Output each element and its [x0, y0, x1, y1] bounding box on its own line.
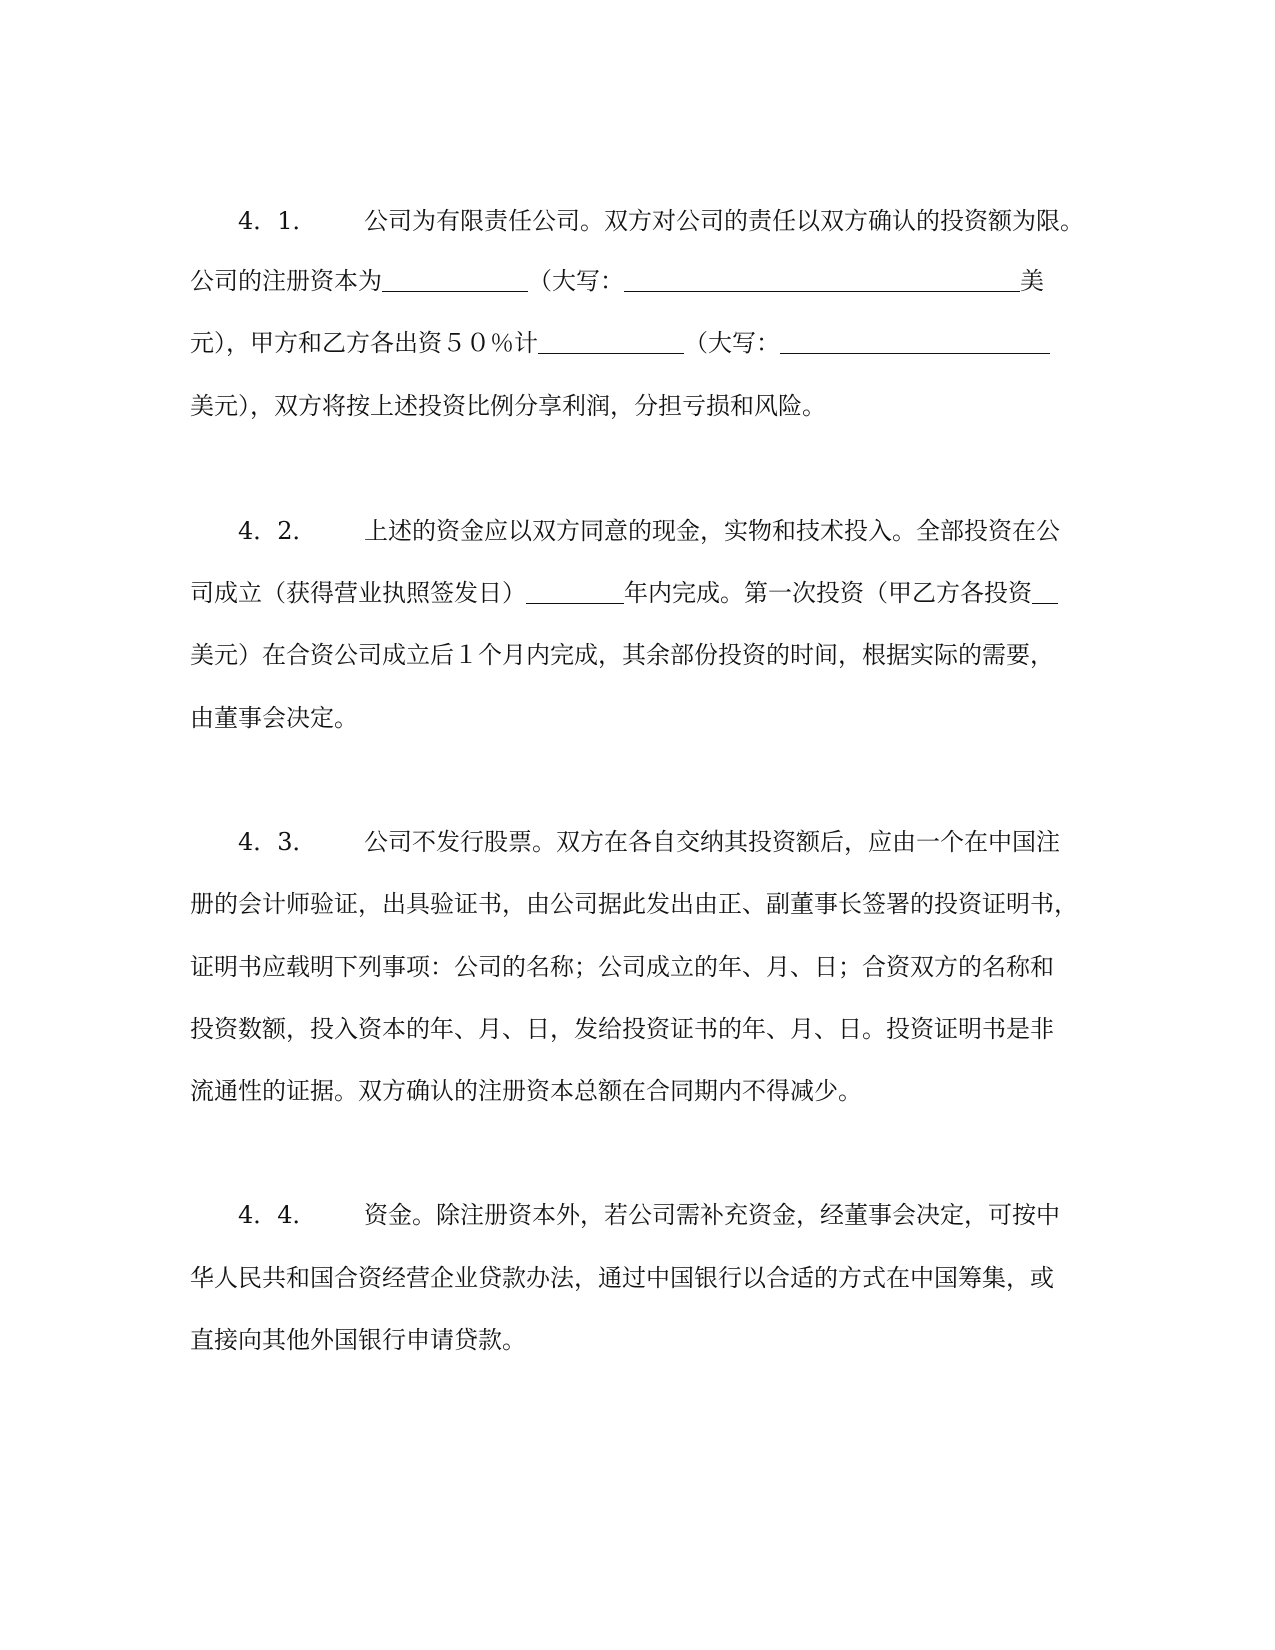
clause-text: 美 [1020, 267, 1044, 295]
clause-text: 投资数额，投入资本的年、月、日，发给投资证书的年、月、日。投资证明书是非 [190, 1015, 1054, 1043]
clause-text: 华人民共和国合资经营企业贷款办法，通过中国银行以合适的方式在中国筹集，或 [190, 1264, 1054, 1292]
clause-text: （大写： [684, 329, 780, 357]
clause-4-3-line-2 [190, 888, 1078, 920]
blank-registered-capital[interactable] [382, 267, 528, 292]
clause-4-4-line-3 [190, 1324, 526, 1356]
blank-capital-in-words[interactable] [624, 267, 1020, 292]
clause-4-1-line-4 [190, 390, 826, 422]
clause-4-3-line-3 [190, 951, 1054, 983]
clause-text: 册的会计师验证，出具验证书，由公司据此发出由正、副董事长签署的投资证明书， [190, 890, 1078, 918]
clause-4-3-line-4 [190, 1013, 1054, 1045]
clause-text: 司成立（获得营业执照签发日） [190, 579, 526, 607]
clause-text: 流通性的证据。双方确认的注册资本总额在合同期内不得减少。 [190, 1077, 862, 1105]
clause-4-4-line-2 [190, 1262, 1054, 1294]
blank-contribution-in-words[interactable] [780, 329, 1050, 354]
clause-text: 公司为有限责任公司。双方对公司的责任以双方确认的投资额为限。 [364, 207, 1084, 235]
clause-text: 公司不发行股票。双方在各自交纳其投资额后，应由一个在中国注 [364, 828, 1060, 856]
clause-text: 上述的资金应以双方同意的现金，实物和技术投入。全部投资在公 [364, 517, 1060, 545]
clause-text: 公司的注册资本为 [190, 267, 382, 295]
clause-text: 美元），双方将按上述投资比例分享利润，分担亏损和风险。 [190, 392, 826, 420]
clause-4-3-line-5 [190, 1075, 862, 1107]
clause-text: 直接向其他外国银行申请贷款。 [190, 1326, 526, 1354]
clause-4-2-line-3 [190, 639, 1054, 671]
clause-4-1-line-3 [190, 327, 1050, 359]
clause-text: 证明书应载明下列事项：公司的名称；公司成立的年、月、日；合资双方的名称和 [190, 953, 1054, 981]
clause-4-2-line-4 [190, 702, 358, 734]
clause-number: 4．1． [238, 207, 317, 235]
clause-4-2-line-1 [238, 515, 1060, 547]
clause-text: （大写： [528, 267, 624, 295]
clause-4-4-line-1 [238, 1199, 1060, 1231]
blank-first-investment[interactable] [1032, 579, 1058, 604]
blank-years[interactable] [526, 579, 624, 604]
clause-text: 年内完成。第一次投资（甲乙方各投资 [624, 579, 1032, 607]
clause-4-1-line-1 [238, 205, 1084, 237]
clause-4-1-line-2 [190, 265, 1044, 297]
clause-4-3-line-1 [238, 826, 1060, 858]
clause-text: 元），甲方和乙方各出资５０％计 [190, 329, 538, 357]
clause-text: 资金。除注册资本外，若公司需补充资金，经董事会决定，可按中 [364, 1201, 1060, 1229]
clause-4-2-line-2 [190, 577, 1058, 609]
clause-number: 4．4． [238, 1201, 317, 1229]
clause-number: 4．2． [238, 517, 317, 545]
clause-number: 4．3． [238, 828, 317, 856]
clause-text: 由董事会决定。 [190, 704, 358, 732]
clause-text: 美元）在合资公司成立后１个月内完成，其余部份投资的时间，根据实际的需要， [190, 641, 1054, 669]
blank-contribution-amount[interactable] [538, 329, 684, 354]
